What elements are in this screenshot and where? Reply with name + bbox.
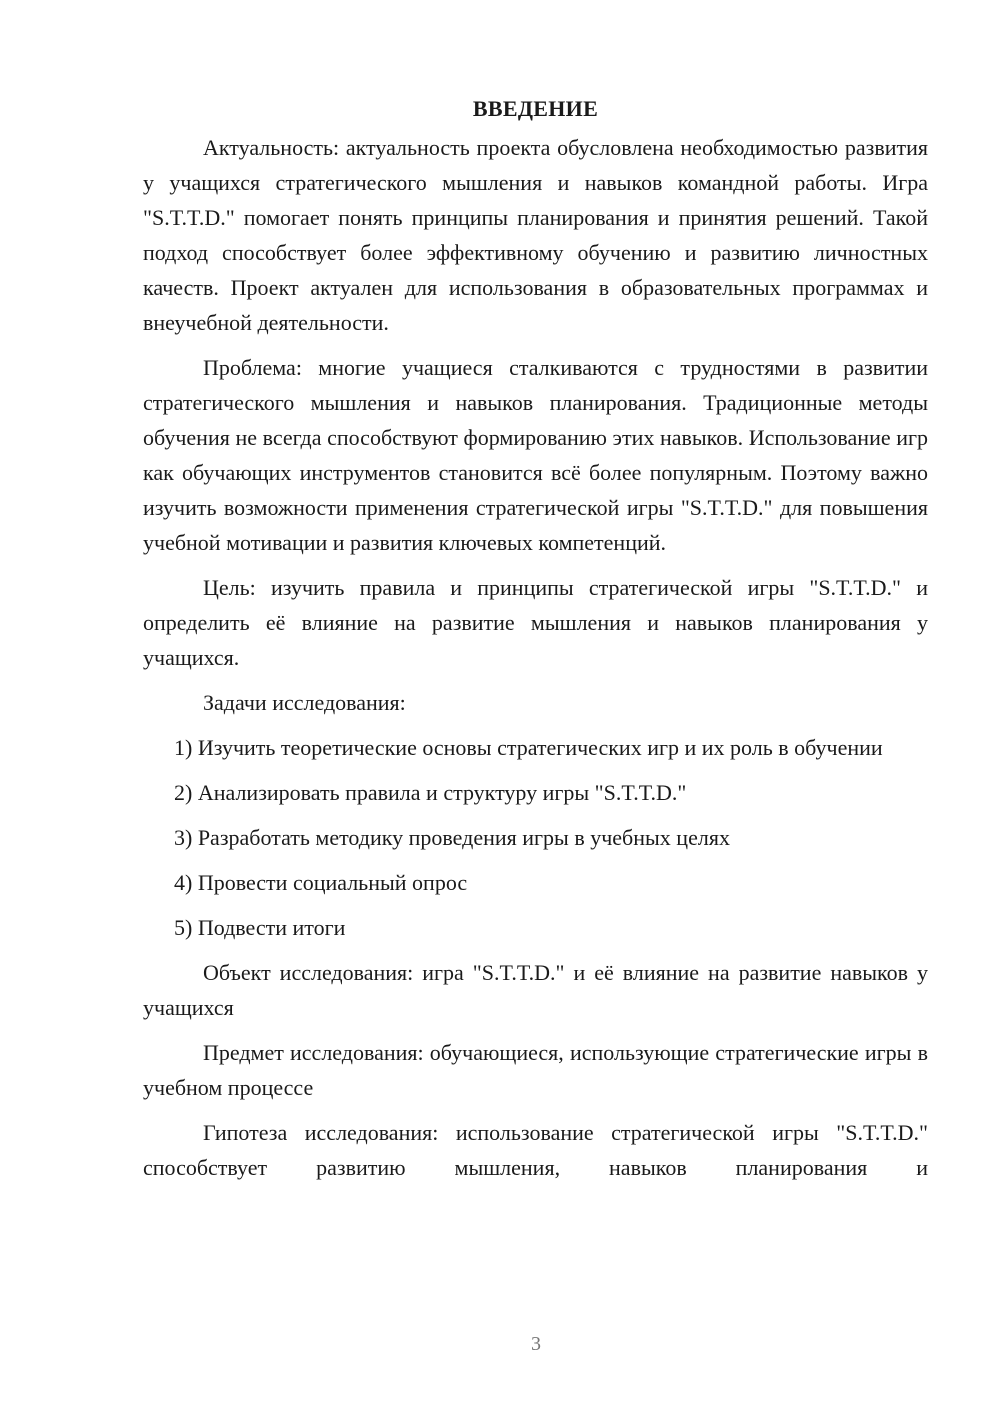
goal-paragraph: Цель: изучить правила и принципы стратегической игры "S.T.T.D." и определить её влияние на развитие мышления и навыков планирования у учащихся. [143, 575, 928, 670]
task-item-1: 1) Изучить теоретические основы стратегических игр и их роль в обучении [174, 735, 883, 760]
task-item-3: 3) Разработать методику проведения игры в учебных целях [174, 825, 730, 850]
document-page [143, 92, 928, 1195]
task-item-2: 2) Анализировать правила и структуру игры "S.T.T.D." [174, 780, 687, 805]
hypothesis-paragraph: Гипотеза исследования: использование стратегической игры "S.T.T.D." способствует развитию мышления, навыков планирования и [143, 1120, 928, 1180]
task-item-4: 4) Провести социальный опрос [174, 870, 468, 895]
document-title: ВВЕДЕНИЕ [472, 96, 599, 121]
relevance-paragraph: Актуальность: актуальность проекта обусловлена необходимостью развития у учащихся стратегического мышления и навыков командной работы. Игра "S.T.T.D." помогает понять принципы планирования и принятия решений. Такой подход способствует более эффективному обучению и развитию личностных качеств. Проект актуален для использования в образовательных программах и внеучебной деятельности. [143, 135, 928, 335]
problem-paragraph: Проблема: многие учащиеся сталкиваются с трудностями в развитии стратегического мышления и навыков планирования. Традиционные методы обучения не всегда способствуют формированию этих навыков. Использование игр как обучающих инструментов становится всё более популярным. Поэтому важно изучить возможности применения стратегической игры "S.T.T.D." для повышения учебной мотивации и развития ключевых компетенций. [143, 355, 928, 555]
tasks-heading: Задачи исследования: [203, 690, 406, 715]
task-item-5: 5) Подвести итоги [174, 915, 346, 940]
object-paragraph: Объект исследования: игра "S.T.T.D." и её влияние на развитие навыков у учащихся [143, 960, 928, 1020]
subject-paragraph: Предмет исследования: обучающиеся, использующие стратегические игры в учебном процессе [143, 1040, 928, 1100]
page-number: 3 [531, 1333, 541, 1355]
